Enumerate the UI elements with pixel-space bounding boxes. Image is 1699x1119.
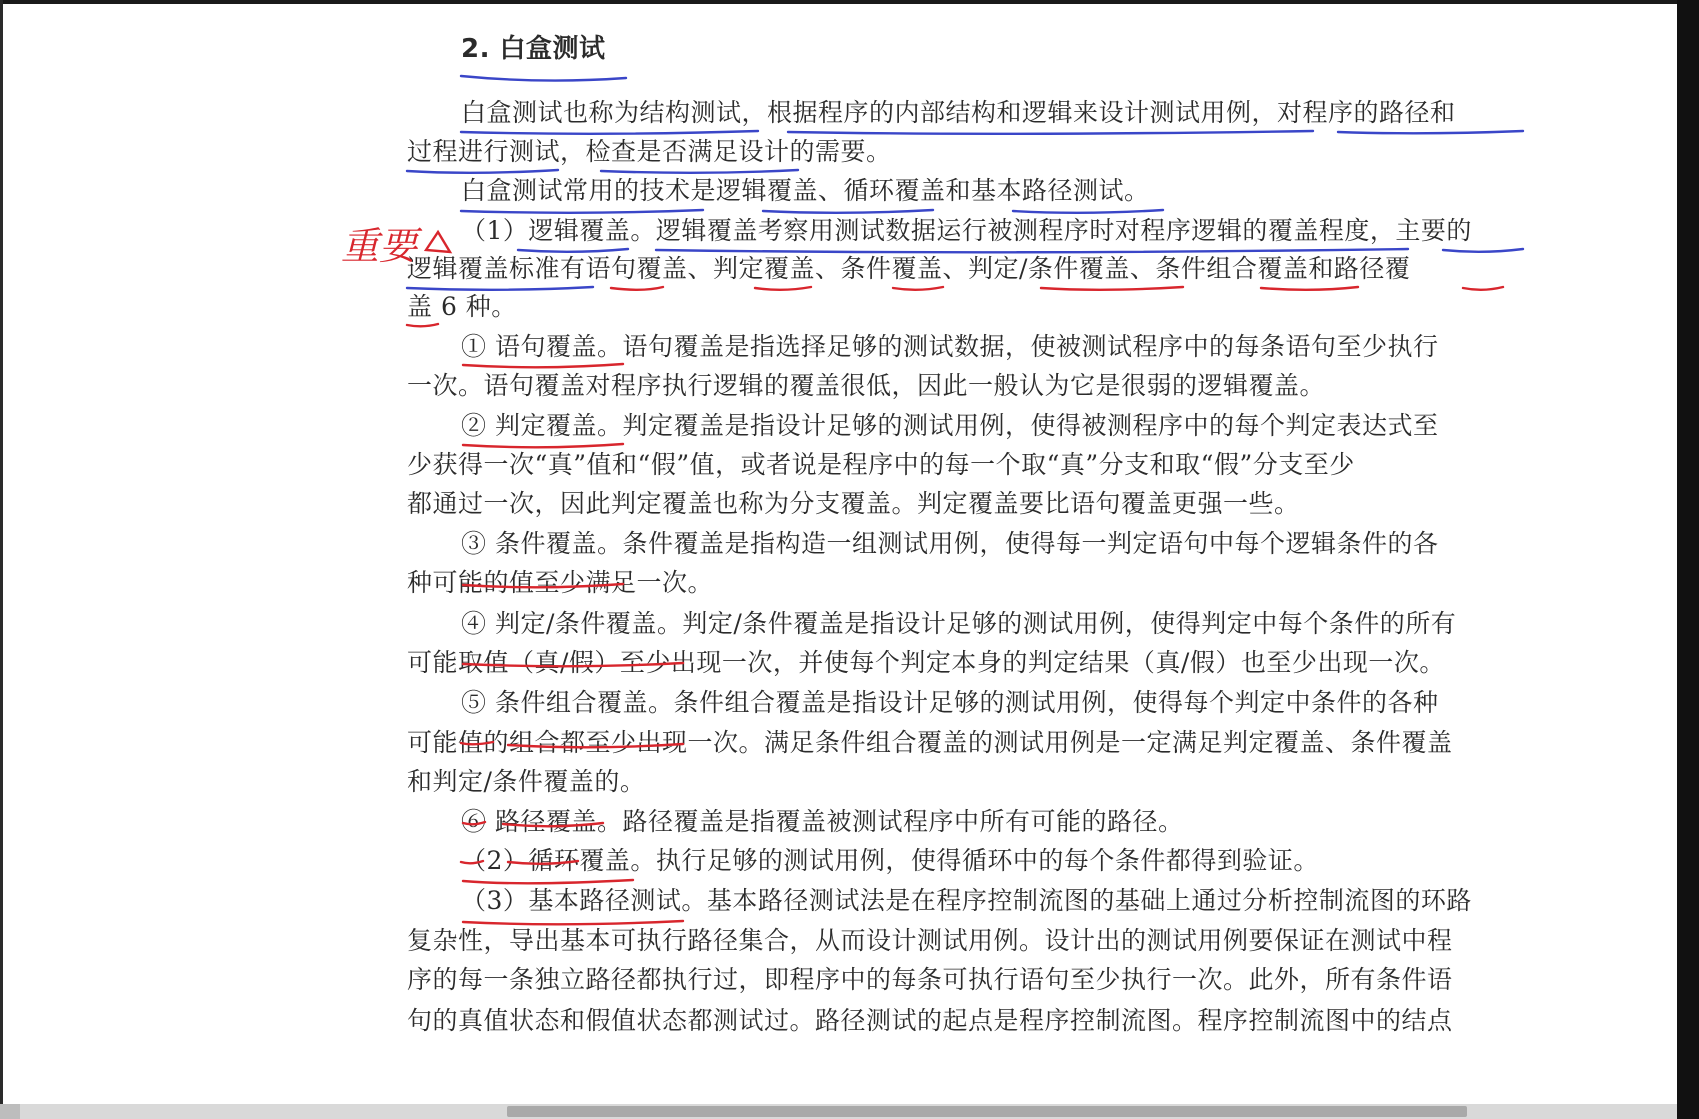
handwritten-note-text: 重要 bbox=[341, 224, 418, 268]
text-line: 句的真值状态和假值状态都测试过。路径测试的起点是程序控制流图。程序控制流图中的结点 bbox=[407, 1006, 1453, 1035]
text-line: ② 判定覆盖。判定覆盖是指设计足够的测试用例，使得被测程序中的每个判定表达式至 bbox=[461, 411, 1439, 440]
text-line: 白盒测试也称为结构测试，根据程序的内部结构和逻辑来设计测试用例，对程序的路径和 bbox=[461, 98, 1456, 127]
red-underlines bbox=[407, 287, 1503, 924]
text-line: （1）逻辑覆盖。逻辑覆盖考察用测试数据运行被测程序时对程序逻辑的覆盖程度，主要的 bbox=[461, 216, 1472, 245]
text-line: ③ 条件覆盖。条件覆盖是指构造一组测试用例，使得每一判定语句中每个逻辑条件的各 bbox=[461, 529, 1439, 558]
text-line: （3）基本路径测试。基本路径测试法是在程序控制流图的基础上通过分析控制流图的环路 bbox=[461, 886, 1472, 915]
text-line: （2）循环覆盖。执行足够的测试用例，使得循环中的每个条件都得到验证。 bbox=[461, 846, 1319, 875]
scroll-left-button[interactable] bbox=[0, 1104, 20, 1119]
triangle-mark bbox=[426, 232, 450, 252]
text-line: ⑥ 路径覆盖。路径覆盖是指覆盖被测试程序中所有可能的路径。 bbox=[461, 807, 1184, 836]
text-line: 可能值的组合都至少出现一次。满足条件组合覆盖的测试用例是一定满足判定覆盖、条件覆盖 bbox=[407, 728, 1453, 757]
horizontal-scrollbar[interactable] bbox=[0, 1104, 1677, 1119]
text-line: ④ 判定/条件覆盖。判定/条件覆盖是指设计足够的测试用例，使得判定中每个条件的所有 bbox=[461, 609, 1457, 638]
text-line: 序的每一条独立路径都执行过，即程序中的每条可执行语句至少执行一次。此外，所有条件语 bbox=[407, 965, 1453, 994]
text-line: 都通过一次，因此判定覆盖也称为分支覆盖。判定覆盖要比语句覆盖更强一些。 bbox=[407, 489, 1300, 518]
blue-underlines bbox=[407, 76, 1523, 290]
text-line: 少获得一次“真”值和“假”值，或者说是程序中的每一个取“真”分支和取“假”分支至少 bbox=[407, 450, 1355, 479]
text-line: 逻辑覆盖标准有语句覆盖、判定覆盖、条件覆盖、判定/条件覆盖、条件组合覆盖和路径覆 bbox=[407, 254, 1411, 283]
text-line: 可能取值（真/假）至少出现一次，并使每个判定本身的判定结果（真/假）也至少出现一次。 bbox=[407, 648, 1445, 677]
section-heading: 2. 白盒测试 bbox=[461, 34, 606, 64]
scroll-thumb[interactable] bbox=[507, 1106, 1467, 1117]
pen-annotations bbox=[3, 4, 1677, 1104]
text-line: 复杂性，导出基本可执行路径集合，从而设计测试用例。设计出的测试用例要保证在测试中程 bbox=[407, 926, 1453, 955]
text-line: ① 语句覆盖。语句覆盖是指选择足够的测试数据，使被测试程序中的每条语句至少执行 bbox=[461, 332, 1439, 361]
text-line: 一次。语句覆盖对程序执行逻辑的覆盖很低，因此一般认为它是很弱的逻辑覆盖。 bbox=[407, 371, 1326, 400]
document-page bbox=[3, 4, 1677, 1104]
text-line: 白盒测试常用的技术是逻辑覆盖、循环覆盖和基本路径测试。 bbox=[461, 176, 1150, 205]
text-line: 和判定/条件覆盖的。 bbox=[407, 767, 646, 796]
text-line: ⑤ 条件组合覆盖。条件组合覆盖是指设计足够的测试用例，使得每个判定中条件的各种 bbox=[461, 688, 1439, 717]
text-line: 种可能的值至少满足一次。 bbox=[407, 568, 714, 597]
text-line: 盖 6 种。 bbox=[407, 292, 517, 321]
text-line: 过程进行测试，检查是否满足设计的需要。 bbox=[407, 137, 892, 166]
window-right-border bbox=[1677, 0, 1699, 1119]
